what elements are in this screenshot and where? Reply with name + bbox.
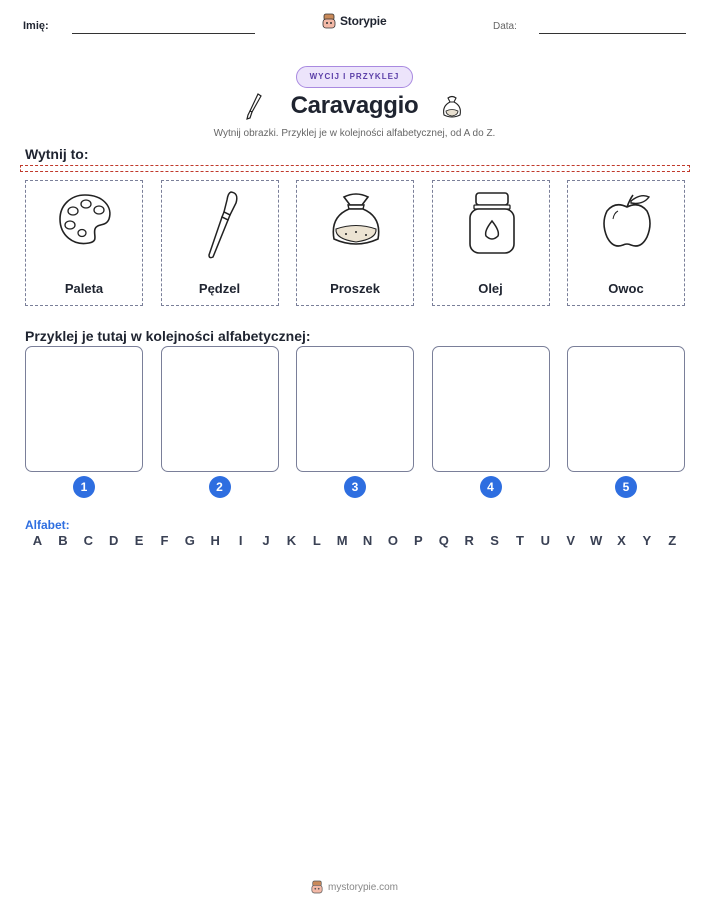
page-title: Caravaggio <box>290 92 419 119</box>
alphabet-row <box>25 533 685 548</box>
footer <box>0 880 709 894</box>
card-label: Proszek <box>330 281 380 296</box>
alphabet-letter: M <box>336 533 348 548</box>
alphabet-letter: T <box>515 533 524 548</box>
paste-slot <box>25 346 143 498</box>
paintbrush-icon <box>191 189 251 261</box>
paste-box[interactable] <box>296 346 414 472</box>
alphabet-letter: J <box>262 533 270 548</box>
paste-slots <box>25 346 685 498</box>
paste-box[interactable] <box>567 346 685 472</box>
paste-heading: Przyklej je tutaj w kolejności alfabetycznej: <box>25 328 311 344</box>
paste-box[interactable] <box>25 346 143 472</box>
name-field-line[interactable] <box>72 33 255 34</box>
name-label: Imię: <box>23 20 49 32</box>
alphabet-letter: E <box>134 533 144 548</box>
footer-site: mystorypie.com <box>327 881 398 893</box>
cut-line <box>20 165 690 172</box>
cut-cards <box>25 180 685 306</box>
alphabet-letter: N <box>362 533 373 548</box>
slot-number-badge: 2 <box>209 476 231 498</box>
alphabet-letter: Z <box>668 533 677 548</box>
alphabet-letter: O <box>387 533 399 548</box>
alphabet-letter: C <box>83 533 93 548</box>
alphabet-letter: G <box>184 533 195 548</box>
alphabet-letter: L <box>312 533 321 548</box>
slot-number-badge: 1 <box>73 476 95 498</box>
alphabet-letter: W <box>589 533 603 548</box>
oil-jar-icon <box>462 189 522 257</box>
card-label: Olej <box>478 281 503 296</box>
date-field-line[interactable] <box>539 33 686 34</box>
date-label: Data: <box>493 21 517 32</box>
alphabet-letter: I <box>238 533 243 548</box>
card-label: Paleta <box>64 281 104 296</box>
storypie-mascot-icon <box>311 880 323 894</box>
alphabet-letter: U <box>540 533 550 548</box>
alphabet-letter: A <box>32 533 43 548</box>
alphabet-letter: R <box>464 533 474 548</box>
card-label: Owoc <box>608 281 644 296</box>
alphabet-letter: B <box>58 533 68 548</box>
cut-card-palette[interactable] <box>25 180 143 306</box>
brand-logo <box>322 13 386 29</box>
alphabet-letter: X <box>617 533 626 548</box>
brand-name: Storypie <box>340 14 387 28</box>
alphabet-letter: Y <box>642 533 652 548</box>
activity-badge: WYCIJ I PRZYKLEJ <box>296 66 413 88</box>
alphabet-letter: V <box>566 533 576 548</box>
paste-slot <box>432 346 550 498</box>
alphabet-label: Alfabet: <box>25 518 70 532</box>
paste-box[interactable] <box>432 346 550 472</box>
card-label: Pędzel <box>198 281 241 296</box>
powder-bag-icon <box>326 189 386 253</box>
alphabet-letter: P <box>414 533 423 548</box>
alphabet-letter: Q <box>438 533 449 548</box>
paste-slot <box>161 346 279 498</box>
alphabet-letter: S <box>490 533 499 548</box>
slot-number-badge: 5 <box>615 476 637 498</box>
cut-card-powder[interactable] <box>296 180 414 306</box>
alphabet-letter: D <box>108 533 119 548</box>
cut-card-fruit[interactable] <box>567 180 685 306</box>
alphabet-letter: F <box>160 533 169 548</box>
palette-icon <box>55 189 115 249</box>
cut-card-oil[interactable] <box>432 180 550 306</box>
paste-box[interactable] <box>161 346 279 472</box>
powder-bag-icon <box>441 94 463 120</box>
apple-icon <box>597 189 657 253</box>
storypie-mascot-icon <box>322 13 336 29</box>
instructions-text: Wytnij obrazki. Przyklej je w kolejności alfabetycznej, od A do Z. <box>213 128 496 139</box>
cut-heading: Wytnij to: <box>25 146 89 162</box>
slot-number-badge: 4 <box>480 476 502 498</box>
alphabet-letter: K <box>286 533 297 548</box>
cut-card-brush[interactable] <box>161 180 279 306</box>
alphabet-letter: H <box>210 533 220 548</box>
slot-number-badge: 3 <box>344 476 366 498</box>
paste-slot <box>567 346 685 498</box>
paste-slot <box>296 346 414 498</box>
